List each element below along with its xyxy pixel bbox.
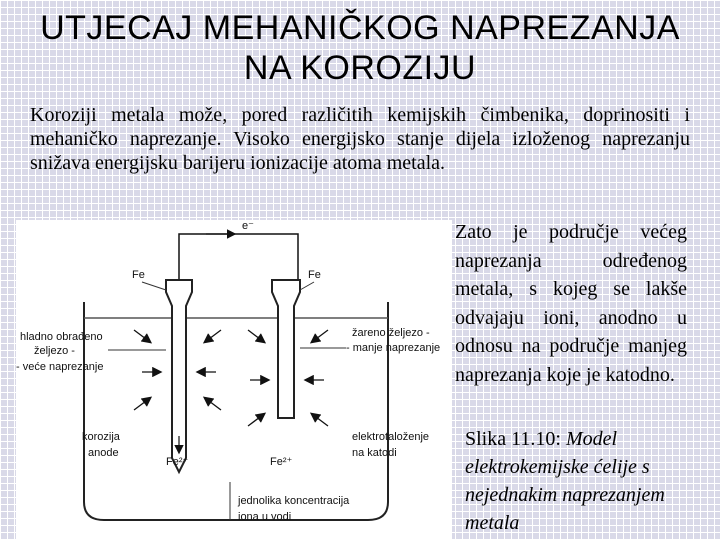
- left-note-2: željezo -: [34, 345, 75, 357]
- left-note-1: hladno obrađeno: [20, 331, 103, 343]
- right-note-1: žareno željezo -: [352, 327, 430, 339]
- anode-label-1: korozija: [82, 431, 120, 443]
- stress-arrow: [312, 330, 328, 342]
- cell-diagram: [16, 220, 452, 540]
- stress-arrow: [312, 414, 328, 426]
- anode-label-2: anode: [88, 447, 119, 459]
- stress-arrows: [134, 330, 328, 426]
- title-line-1: UTJECAJ MEHANIČKOG NAPREZANJA: [40, 9, 680, 47]
- slide-title: [0, 8, 720, 88]
- ion-right-label: Fe²⁺: [270, 456, 293, 468]
- stress-arrow: [248, 330, 264, 342]
- stress-arrow: [248, 414, 264, 426]
- stress-arrow: [134, 330, 150, 342]
- caption-text: Model elektrokemijske ćelije s nejednakim naprezanjem metala: [465, 428, 665, 534]
- electrochemical-cell-figure: [16, 220, 452, 540]
- cathode-label-1: elektrotaloženje: [352, 431, 430, 443]
- bottom-note-2: iona u vodi: [238, 511, 292, 523]
- cathode-label-2: na katodi: [352, 447, 397, 459]
- electron-label: e⁻: [242, 220, 254, 232]
- ion-left-label: Fe²⁺: [166, 456, 189, 468]
- fe-left-label: Fe: [132, 269, 145, 281]
- beaker: [84, 302, 388, 520]
- caption-prefix: Slika 11.10:: [465, 428, 566, 450]
- stress-arrow: [205, 398, 221, 410]
- bottom-note-1: jednolika koncentracija: [238, 495, 350, 507]
- stress-arrow: [205, 330, 221, 342]
- figure-caption: [465, 425, 715, 537]
- side-paragraph: Zato je područje većeg naprezanja određenog metala, s kojeg se lakše odvajaju ioni, anodno u odnosu na područje manjeg naprezanja koje je katodno.: [455, 221, 687, 386]
- fe-right-label: Fe: [308, 269, 321, 281]
- title-line-2: NA KOROZIJU: [243, 49, 477, 87]
- right-electrode: [272, 280, 300, 418]
- left-note-3: - veće naprezanje: [16, 361, 104, 373]
- intro-paragraph: Koroziji metala može, pored različitih kemijskih čimbenika, doprinositi i mehaničko naprezanje. Visoko energijsko stanje dijela izloženog naprezanju snižava energijsku barijeru ionizacije atoma metala.: [30, 104, 690, 174]
- stress-arrow: [134, 398, 150, 410]
- right-note-2: - manje naprezanje: [346, 342, 441, 354]
